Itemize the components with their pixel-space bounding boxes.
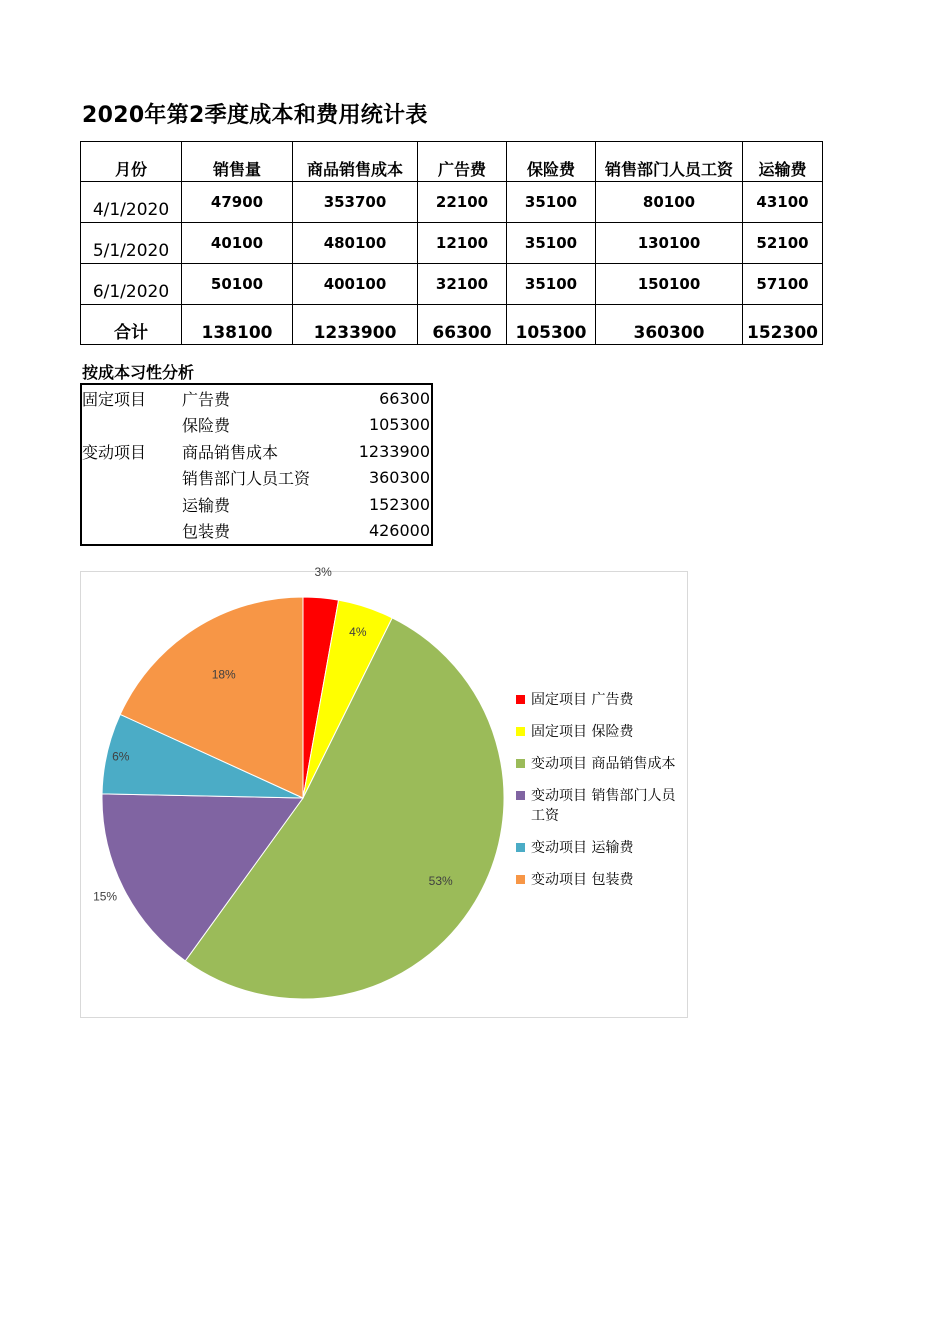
total-cell[interactable]: 105300 (507, 305, 596, 345)
pie-data-label: 18% (211, 667, 236, 682)
habit-group-cell[interactable] (81, 518, 182, 546)
habit-row (81, 491, 432, 518)
table-cell[interactable]: 480100 (293, 223, 418, 264)
legend-label: 变动项目 销售部门人员工资 (531, 788, 676, 824)
cost-table (80, 141, 823, 345)
header-cell: 保险费 (507, 142, 596, 182)
habit-analysis-title: 按成本习性分析 (82, 363, 195, 382)
legend-swatch (516, 791, 525, 800)
legend-swatch (516, 843, 525, 852)
table-cell[interactable]: 12100 (418, 223, 507, 264)
habit-row (81, 412, 432, 439)
table-cell[interactable]: 57100 (743, 264, 823, 305)
table-cell[interactable]: 400100 (293, 264, 418, 305)
table-cell[interactable]: 35100 (507, 182, 596, 223)
table-cell[interactable]: 50100 (182, 264, 293, 305)
legend-swatch (516, 875, 525, 884)
habit-item-cell[interactable]: 销售部门人员工资 (182, 469, 311, 489)
table-cell[interactable]: 6/1/2020 (81, 264, 182, 305)
table-total-row (81, 305, 823, 345)
legend-item[interactable] (516, 722, 686, 742)
habit-value-cell[interactable]: 426000 (368, 521, 431, 541)
total-label[interactable]: 合计 (81, 305, 182, 345)
table-cell[interactable]: 353700 (293, 182, 418, 223)
habit-group-cell[interactable] (81, 465, 182, 492)
legend-item[interactable] (516, 838, 686, 858)
total-cell[interactable]: 66300 (418, 305, 507, 345)
header-cell: 运输费 (743, 142, 823, 182)
chart-legend (516, 690, 686, 902)
habit-item-cell[interactable]: 广告费 (182, 389, 231, 409)
pie-data-label: 3% (314, 564, 332, 579)
habit-row (81, 384, 432, 412)
table-cell[interactable]: 22100 (418, 182, 507, 223)
pie-data-label: 6% (112, 749, 130, 764)
total-cell[interactable]: 360300 (596, 305, 743, 345)
legend-label: 变动项目 包装费 (531, 872, 634, 888)
header-cell: 广告费 (418, 142, 507, 182)
table-cell[interactable]: 150100 (596, 264, 743, 305)
total-cell[interactable]: 152300 (743, 305, 823, 345)
table-cell[interactable]: 40100 (182, 223, 293, 264)
total-cell[interactable]: 138100 (182, 305, 293, 345)
legend-swatch (516, 695, 525, 704)
table-header-row (81, 142, 823, 182)
legend-item[interactable] (516, 786, 686, 826)
table-cell[interactable]: 32100 (418, 264, 507, 305)
habit-row (81, 518, 432, 546)
legend-item[interactable] (516, 870, 686, 890)
page-title: 2020年第2季度成本和费用统计表 (82, 103, 428, 128)
legend-label: 变动项目 运输费 (531, 840, 634, 856)
habit-group-cell[interactable] (81, 491, 182, 518)
table-cell[interactable]: 35100 (507, 223, 596, 264)
habit-value-cell[interactable]: 1233900 (358, 441, 431, 461)
table-cell[interactable]: 52100 (743, 223, 823, 264)
table-cell[interactable]: 80100 (596, 182, 743, 223)
legend-item[interactable] (516, 690, 686, 710)
habit-group-cell[interactable]: 变动项目 (82, 442, 147, 462)
habit-item-cell[interactable]: 保险费 (182, 416, 231, 436)
pie-data-label: 53% (428, 874, 453, 889)
habit-value-cell[interactable]: 152300 (368, 494, 431, 514)
habit-group-cell[interactable] (81, 412, 182, 439)
table-cell[interactable]: 47900 (182, 182, 293, 223)
table-cell[interactable]: 4/1/2020 (81, 182, 182, 223)
header-cell: 销售量 (182, 142, 293, 182)
pie-data-label: 4% (349, 624, 367, 639)
habit-analysis-table (80, 383, 433, 546)
table-cell[interactable]: 35100 (507, 264, 596, 305)
habit-row (81, 438, 432, 465)
pie-data-label: 15% (93, 889, 118, 904)
header-cell: 月份 (81, 142, 182, 182)
table-cell[interactable]: 130100 (596, 223, 743, 264)
legend-item[interactable] (516, 754, 686, 774)
habit-item-cell[interactable]: 运输费 (182, 495, 231, 515)
table-row (81, 264, 823, 305)
habit-row (81, 465, 432, 492)
table-row (81, 223, 823, 264)
habit-value-cell[interactable]: 66300 (379, 388, 431, 408)
table-cell[interactable]: 43100 (743, 182, 823, 223)
legend-swatch (516, 727, 525, 736)
habit-value-cell[interactable]: 105300 (368, 415, 431, 435)
table-cell[interactable]: 5/1/2020 (81, 223, 182, 264)
legend-swatch (516, 759, 525, 768)
habit-item-cell[interactable]: 包装费 (182, 522, 231, 542)
header-cell: 销售部门人员工资 (596, 142, 743, 182)
habit-item-cell[interactable]: 商品销售成本 (182, 442, 279, 462)
table-row (81, 182, 823, 223)
legend-label: 变动项目 商品销售成本 (531, 756, 676, 772)
header-cell: 商品销售成本 (293, 142, 418, 182)
total-cell[interactable]: 1233900 (293, 305, 418, 345)
habit-group-cell[interactable]: 固定项目 (82, 389, 147, 409)
habit-value-cell[interactable]: 360300 (368, 468, 431, 488)
legend-label: 固定项目 保险费 (531, 724, 634, 740)
legend-label: 固定项目 广告费 (531, 692, 634, 708)
